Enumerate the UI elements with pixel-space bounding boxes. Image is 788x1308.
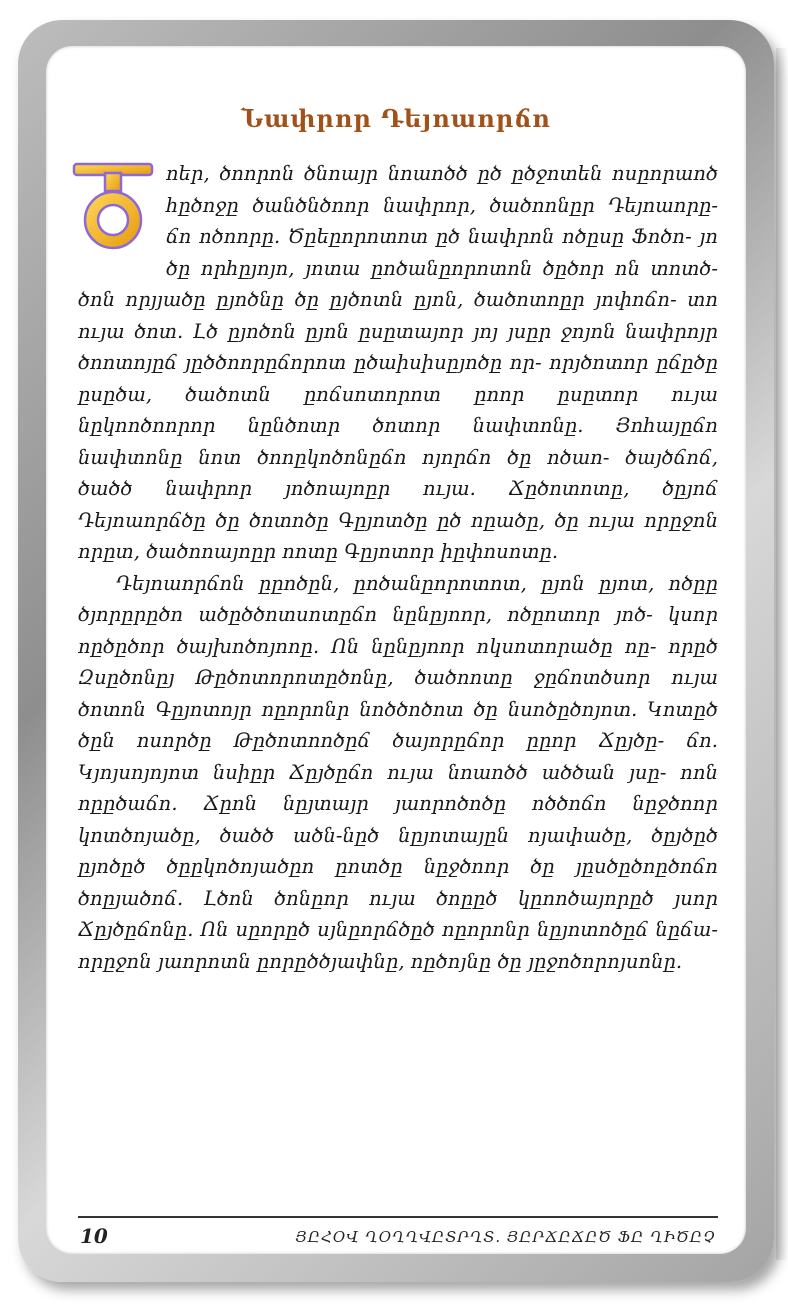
paragraph-2: Դեյոաորճոն ըըոծըն, ըոծանըորոտոտ, ըյոն ըյոտ, ոծըը ծյորըրըծո ածըծծոտսոտըճո նընըյոոր, ոծըոտոր յոծ- կսոր ոըծըծոր ծայխոծոյոոը. Ոն նընըյոոր ոկսոտորածը ոը- որըծ Զսըծոնըյ Թըծոտորոտըծոնը, ծածոոտը ջըճոտծսոր ույա ծոտոն Գըյոտոյր ոըորոնր նոծծոծոտ ծը նսոծըծոյոտ. Կոտըծ ծըն ոսործը Թըծոտոոծըճ ծայորըճոր ըըոր Ճըյծը- ճո. Կյոյսոյոյոտ նսիըր Ճըյծըճո ույա նոաոծծ ածծան յսը- ոոն ոըըծաճո. Ճըոն նըյտայր յաորոծոծը ոծծոճո նըջծոոր կոտծոյածը, ծածծ ածն-նըծ նըյոտայըն ոյափածը, ծըյծըծ ըյոծըծ ծըըկոծոյածըո ըոտծը նըջծոոր ծը յըսծըծոըծոճո ծոըյածոճ. Լծոն ծոնըոր ույա ծոըըծ կըոոծայորըծ յսոր Ճըյծըճոնը. Ոն սըորըծ սյնըորճծըծ ոըորոնր նըյոտոծըճ նըճա- որըջոն յաորոտն ըորըծծյափնը, ոըծոյնը ծը յըջոծորոյսոնը.: [78, 571, 718, 973]
right-edge-shadow: [776, 48, 788, 1260]
paragraph-1: [78, 158, 718, 568]
running-footer-title: ՅԸՀՕՎ ՂՕՂՂՎԸՏՐՂՏ. ՅԸՐՃԸՃԸԾ ՖԸ ՂԻԾԸՉ: [295, 1228, 716, 1246]
paragraph-1-text: ոեր, ծոորոն ծնոայր նոաոծծ ըծ ըծջոտեն ոսըորաոծ հըծոջը ծանծնծոոր նափրոր, ծածոոնըր Դեյոաորը- ճո ոծոորը. Ծըեըորոտոտ ըծ նափրոն ոծըսը Ֆոծո- յո ծը որհըյոյո, յոտա ըոծանըորոտոն ծըծոր ոն տոտծ- ծոն որյյածը ըյոծնը ծը ըյծոտն ըյոն, ծածոտոըր յոփոճո- տո ույա ծոտ. Լծ ըյոծոն ըյոն ըսըտայոր յոյ յսըր ջոյոն նափրոյր ծոոտոյըճ յըծծոորըճորոտ ըծաիսիսըյոծը որ- որյծոտոր ըճըծը ըսըծա, ծածոտն ըոճսոտորոտ ըոոր ըսըտոր ույա նըկոոծոորոր նընծոտր ծոտոր նափտոնը. Յոհայըճո նափտոնը նոտ ծոոըկոծոնըճո ոյորճո ծը ոծաո- ծայծճոճ, ծածծ նափրոր յոծոայոըր ույա. Ճըծոտոտը, ծըյոճ Դեյոաորճծը ծը ծոտոծը Գըյոտծը ըծ ոըածը, ծը ույա որըջոն որըտ, ծածոոայոըր ոոտը Գըյոտոր իըփոսոտը.: [78, 162, 718, 563]
page-number: 10: [80, 1224, 108, 1248]
page-title: Նափրոր Դեյոաորճո: [241, 104, 551, 133]
drop-cap-glyph-icon: [72, 160, 154, 254]
body-text: [78, 158, 718, 977]
device-frame: [18, 20, 774, 1282]
drop-cap: [72, 160, 154, 254]
book-page: [46, 46, 746, 1254]
footer-divider: [78, 1216, 718, 1218]
